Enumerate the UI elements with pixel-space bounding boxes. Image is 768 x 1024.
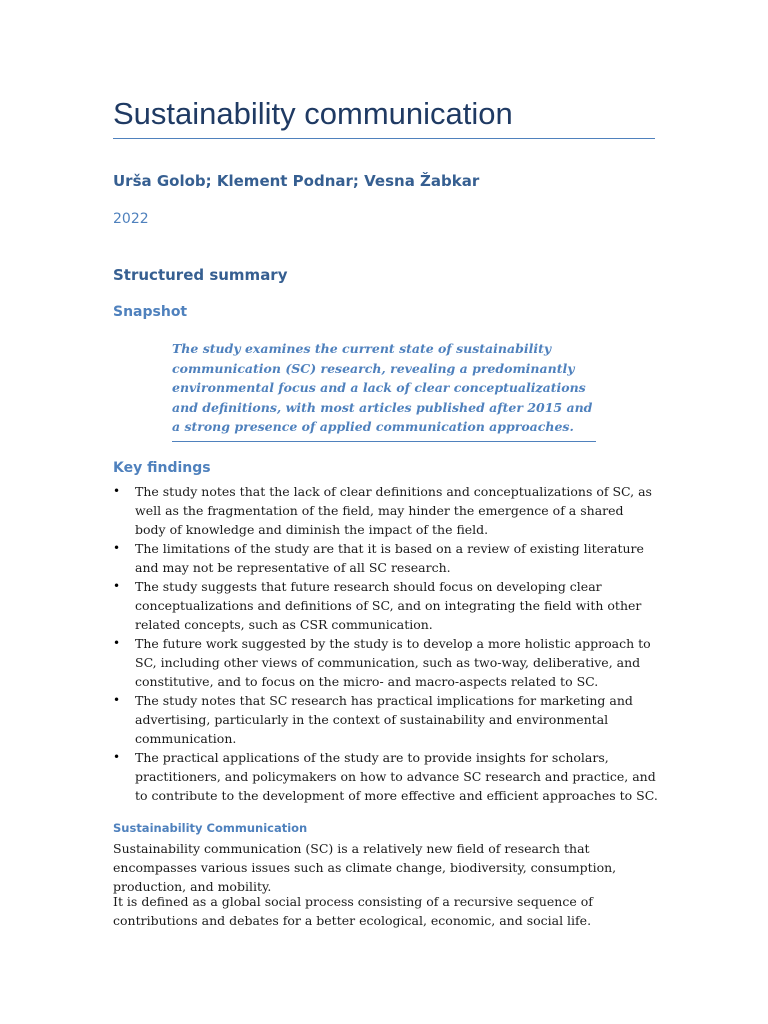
key-finding-item <box>113 482 658 539</box>
bullet-icon: • <box>113 750 121 764</box>
key-finding-item <box>113 691 658 748</box>
snapshot-quote: The study examines the current state of sustainability communication (SC) research, revealing a predominantly environmental focus and a lack of clear conceptualizations and definitions, with most articles published after 2015 and a strong presence of applied communication approaches. <box>172 339 596 442</box>
bullet-icon: • <box>113 693 121 707</box>
key-finding-text: The study suggests that future research should focus on developing clear conceptualizations and definitions of SC, and on integrating the field with other related concepts, such as CSR communication. <box>135 579 642 632</box>
key-finding-item <box>113 748 658 805</box>
structured-summary-heading: Structured summary <box>113 266 288 284</box>
key-findings-heading: Key findings <box>113 460 211 476</box>
key-finding-text: The study notes that SC research has practical implications for marketing and advertising, particularly in the context of sustainability and environmental communication. <box>135 693 633 746</box>
key-finding-item <box>113 634 658 691</box>
key-finding-text: The study notes that the lack of clear definitions and conceptualizations of SC, as well as the fragmentation of the field, may hinder the emergence of a shared body of knowledge and diminish the impact of the field. <box>135 484 652 537</box>
document-title: Sustainability communication <box>113 92 655 139</box>
bullet-icon: • <box>113 579 121 593</box>
key-finding-item <box>113 539 658 577</box>
sustainability-communication-heading: Sustainability Communication <box>113 821 308 835</box>
body-paragraph: It is defined as a global social process consisting of a recursive sequence of contributions and debates for a better ecological, economic, and social life. <box>113 894 593 928</box>
document-authors: Urša Golob; Klement Podnar; Vesna Žabkar <box>113 172 480 190</box>
key-findings-list <box>113 482 658 805</box>
key-finding-text: The practical applications of the study are to provide insights for scholars, practitioners, and policymakers on how to advance SC research and practice, and to contribute to the development of more effective and efficient approaches to SC. <box>135 750 658 803</box>
key-finding-text: The future work suggested by the study is to develop a more holistic approach to SC, including other views of communication, such as two-way, deliberative, and constitutive, and to focus on the micro- and macro-aspects related to SC. <box>135 636 651 689</box>
document-year: 2022 <box>113 211 149 227</box>
bullet-icon: • <box>113 636 121 650</box>
key-finding-item <box>113 577 658 634</box>
bullet-icon: • <box>113 484 121 498</box>
body-paragraph: Sustainability communication (SC) is a relatively new field of research that encompasses various issues such as climate change, biodiversity, consumption, production, and mobility. <box>113 841 617 894</box>
key-finding-text: The limitations of the study are that it is based on a review of existing literature and may not be representative of all SC research. <box>135 541 644 575</box>
snapshot-heading: Snapshot <box>113 304 188 320</box>
bullet-icon: • <box>113 541 121 555</box>
